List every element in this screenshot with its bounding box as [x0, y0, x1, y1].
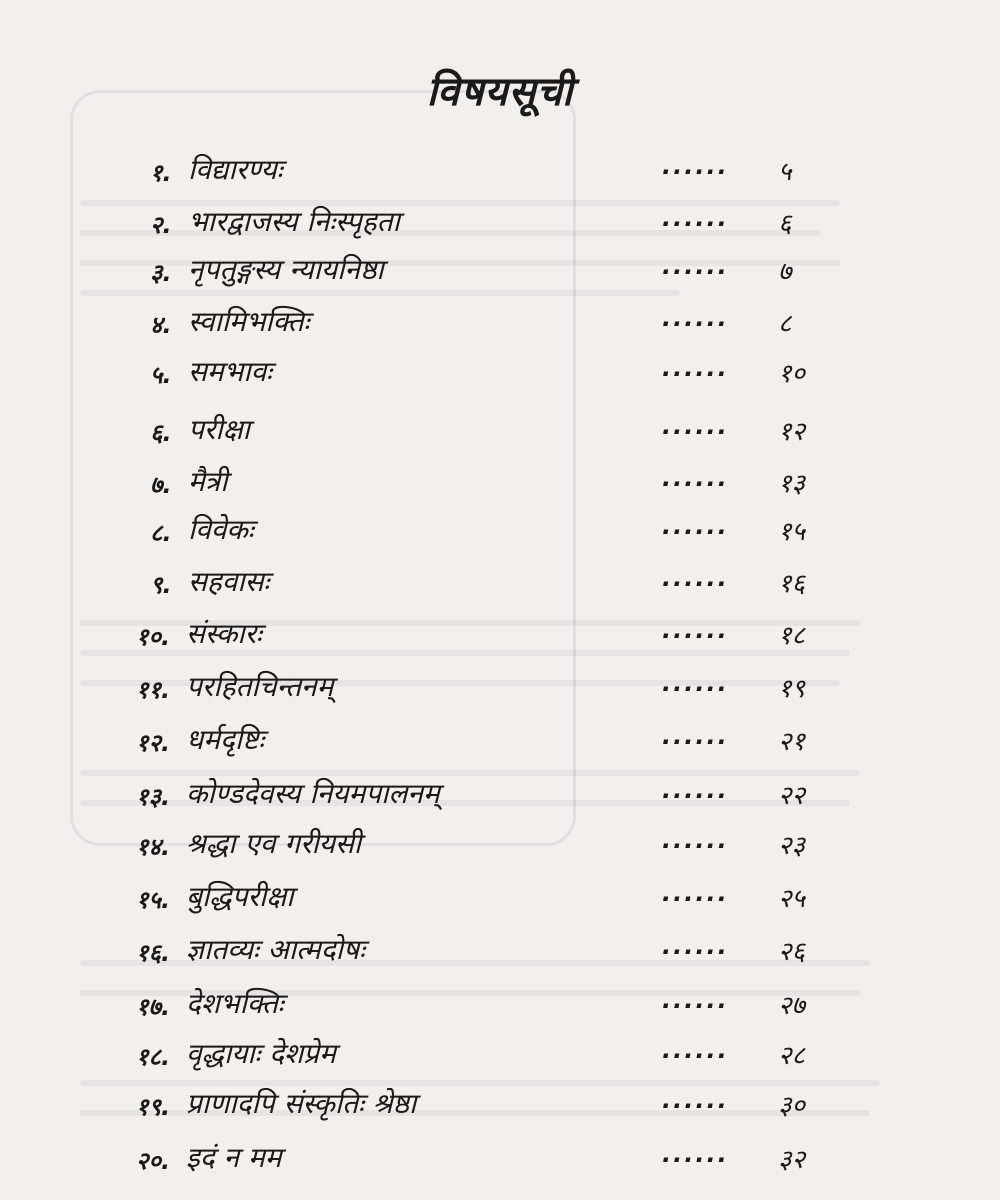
dot-leader: ......	[662, 879, 729, 907]
toc-entry	[0, 248, 1000, 292]
dot-leader: ......	[662, 412, 729, 440]
entry-number: १.	[150, 159, 172, 187]
entry-page-number: १०	[778, 359, 806, 389]
dot-leader: ......	[662, 1036, 729, 1064]
entry-number: ६.	[150, 419, 172, 447]
toc-entry	[0, 718, 1000, 762]
dot-leader: ......	[662, 826, 729, 854]
entry-number: १०.	[136, 623, 171, 651]
entry-title: विवेकः	[188, 513, 254, 546]
dot-leader: ......	[662, 464, 729, 492]
toc-entry	[0, 1032, 1000, 1076]
entry-title: मैत्री	[188, 465, 228, 498]
toc-entry	[0, 508, 1000, 552]
entry-page-number: २६	[778, 937, 806, 967]
toc-entry	[0, 460, 1000, 504]
dot-leader: ......	[662, 512, 729, 540]
toc-entry	[0, 928, 1000, 972]
entry-page-number: १९	[778, 674, 806, 704]
entry-number: १४.	[136, 833, 171, 861]
entry-title: बुद्धिपरीक्षा	[186, 880, 294, 913]
entry-page-number: १५	[778, 517, 806, 547]
entry-title: संस्कारः	[186, 617, 262, 650]
toc-entry	[0, 300, 1000, 344]
dot-leader: ......	[662, 354, 729, 382]
dot-leader: ......	[662, 152, 729, 180]
entry-title: कोण्डदेवस्य नियमपालनम्	[186, 777, 440, 810]
dot-leader: ......	[662, 304, 729, 332]
entry-page-number: ५	[778, 157, 792, 187]
dot-leader: ......	[662, 204, 729, 232]
toc-entry	[0, 1136, 1000, 1180]
entry-title: स्वामिभक्तिः	[188, 305, 310, 338]
dot-leader: ......	[662, 722, 729, 750]
entry-title: परहितचिन्तनम्	[186, 670, 334, 703]
dot-leader: ......	[662, 1140, 729, 1168]
toc-entry	[0, 148, 1000, 192]
entry-number: २.	[150, 211, 172, 239]
entry-page-number: ७	[778, 257, 792, 287]
entry-page-number: २२	[778, 781, 806, 811]
entry-title: देशभक्तिः	[186, 987, 284, 1020]
entry-page-number: १८	[778, 621, 806, 651]
entry-page-number: ६	[778, 209, 792, 239]
toc-entry	[0, 875, 1000, 919]
entry-title: प्राणादपि संस्कृतिः श्रेष्ठा	[186, 1087, 417, 1120]
entry-title: भारद्वाजस्य निःस्पृहता	[188, 205, 400, 238]
entry-page-number: २३	[778, 831, 806, 861]
entry-page-number: ८	[778, 309, 792, 339]
dot-leader: ......	[662, 986, 729, 1014]
toc-entry	[0, 200, 1000, 244]
entry-page-number: २५	[778, 884, 806, 914]
entry-title: सहवासः	[188, 565, 270, 598]
table-of-contents	[0, 148, 1000, 1178]
entry-number: ९.	[150, 571, 172, 599]
entry-number: १६.	[136, 939, 171, 967]
dot-leader: ......	[662, 932, 729, 960]
entry-page-number: २८	[778, 1041, 806, 1071]
entry-number: १३.	[136, 783, 171, 811]
entry-page-number: २१	[778, 727, 806, 757]
toc-entry	[0, 612, 1000, 656]
entry-title: इदं न मम	[186, 1141, 282, 1174]
toc-entry	[0, 350, 1000, 394]
entry-title: ज्ञातव्यः आत्मदोषः	[186, 933, 365, 966]
entry-page-number: १३	[778, 469, 806, 499]
entry-number: ५.	[150, 361, 172, 389]
dot-leader: ......	[662, 252, 729, 280]
toc-entry	[0, 665, 1000, 709]
entry-number: १९.	[136, 1093, 171, 1121]
entry-title: वृद्धायाः देशप्रेम	[186, 1037, 336, 1070]
toc-entry	[0, 408, 1000, 452]
toc-entry	[0, 772, 1000, 816]
entry-number: १५.	[136, 886, 171, 914]
dot-leader: ......	[662, 776, 729, 804]
toc-entry	[0, 982, 1000, 1026]
entry-title: परीक्षा	[188, 413, 250, 446]
toc-entry	[0, 560, 1000, 604]
entry-page-number: ३२	[778, 1145, 806, 1175]
entry-page-number: २७	[778, 991, 806, 1021]
entry-number: २०.	[136, 1147, 171, 1175]
entry-number: ४.	[150, 311, 172, 339]
entry-number: ७.	[150, 471, 172, 499]
entry-number: ३.	[150, 259, 172, 287]
entry-title: विद्यारण्यः	[188, 153, 283, 186]
entry-title: समभावः	[188, 355, 272, 388]
page-title: विषयसूची	[426, 69, 574, 115]
entry-page-number: १६	[778, 569, 806, 599]
dot-leader: ......	[662, 616, 729, 644]
entry-number: ११.	[136, 676, 171, 704]
entry-title: धर्मदृष्टिः	[186, 723, 265, 756]
entry-number: १८.	[136, 1043, 171, 1071]
entry-number: १७.	[136, 993, 171, 1021]
entry-title: नृपतुङ्गस्य न्यायनिष्ठा	[188, 253, 384, 286]
toc-entry	[0, 1082, 1000, 1126]
entry-number: ८.	[150, 519, 172, 547]
entry-title: श्रद्धा एव गरीयसी	[186, 827, 362, 860]
toc-entry	[0, 822, 1000, 866]
entry-number: १२.	[136, 729, 171, 757]
entry-page-number: १२	[778, 417, 806, 447]
dot-leader: ......	[662, 564, 729, 592]
entry-page-number: ३०	[778, 1091, 806, 1121]
dot-leader: ......	[662, 669, 729, 697]
dot-leader: ......	[662, 1086, 729, 1114]
